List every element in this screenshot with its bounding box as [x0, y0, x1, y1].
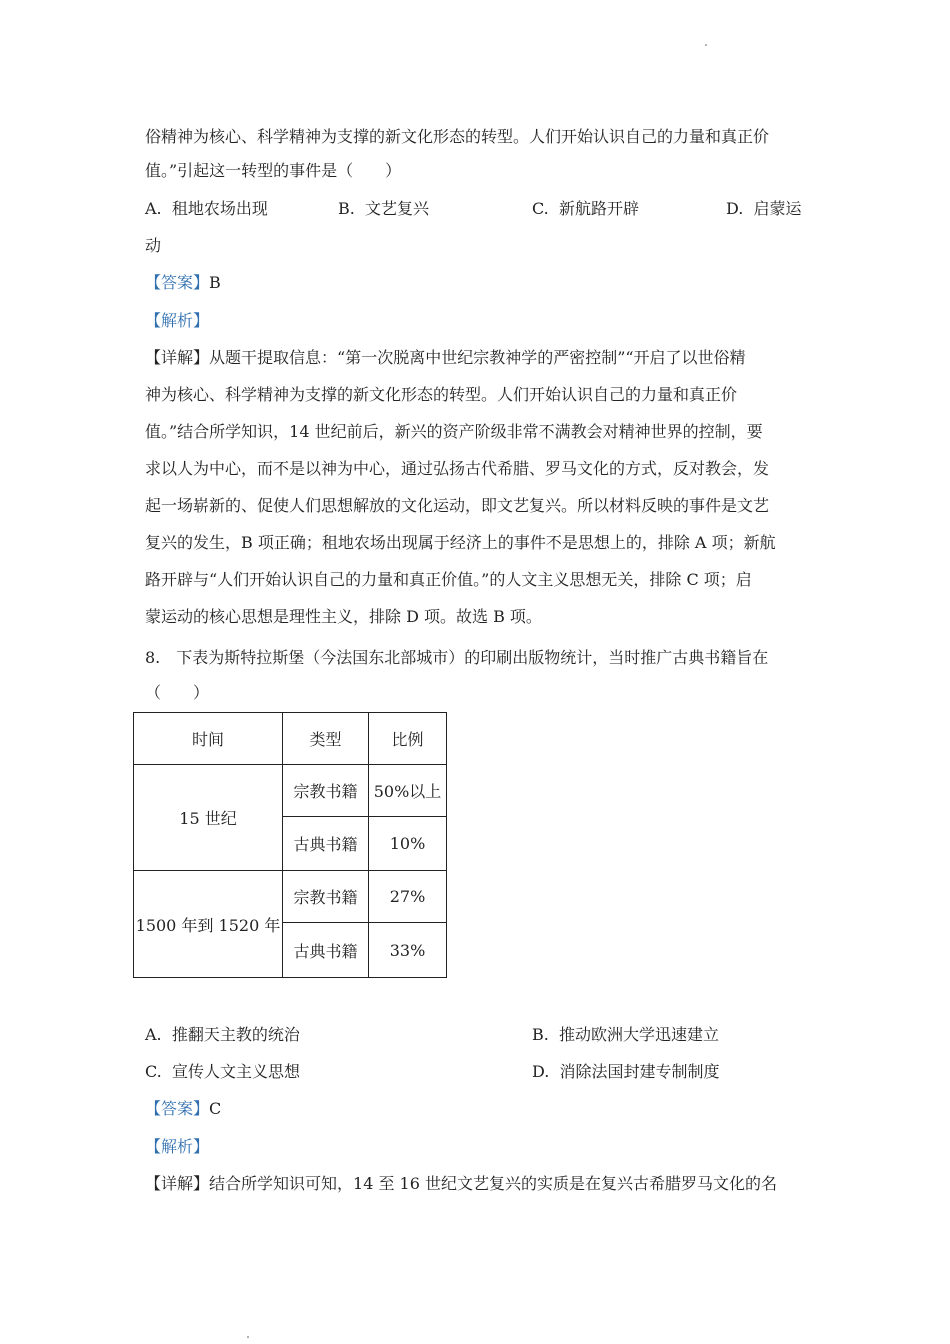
table-type-cell: 宗教书籍 [283, 871, 369, 923]
q7-detail-line: 蒙运动的核心思想是理性主义，排除 D 项。故选 B 项。 [145, 607, 542, 626]
q8-stem-line: （ ） [145, 683, 210, 702]
q7-analysis-tag: 【解析】 [145, 311, 210, 330]
table-ratio-cell: 27% [369, 871, 447, 923]
q7-option-a[interactable]: A. 租地农场出现 [145, 199, 268, 218]
detail-tag: 【详解】 [145, 1174, 210, 1193]
q7-answer [145, 272, 221, 294]
answer-value: C [209, 1099, 222, 1118]
page-speck-top [705, 44, 707, 46]
q7-detail-line: 起一场崭新的、促使人们思想解放的文化运动，即文艺复兴。所以材料反映的事件是文艺 [145, 496, 770, 515]
table-type-cell: 古典书籍 [283, 923, 369, 978]
q7-option-d-wrap: 动 [145, 236, 162, 255]
page-speck-bottom [247, 1336, 249, 1338]
q7-stem-line: 俗精神为核心、科学精神为支撑的新文化形态的转型。人们开始认识自己的力量和真正价 [145, 127, 770, 146]
q7-option-b[interactable]: B. 文艺复兴 [338, 199, 430, 218]
q7-detail-line: 复兴的发生，B 项正确；租地农场出现属于经济上的事件不是思想上的，排除 A 项；新航 [145, 533, 776, 552]
table-period-cell: 15 世纪 [134, 765, 283, 871]
q8-option-a[interactable]: A. 推翻天主教的统治 [145, 1025, 300, 1044]
q7-option-c[interactable]: C. 新航路开辟 [532, 199, 639, 218]
q8-option-d[interactable]: D. 消除法国封建专制制度 [532, 1062, 720, 1081]
printing-statistics-table [133, 712, 447, 978]
table-header-cell: 类型 [283, 713, 369, 765]
answer-tag: 【答案】 [145, 1099, 210, 1118]
q8-stem-line: 8. 下表为斯特拉斯堡（今法国东北部城市）的印刷出版物统计，当时推广古典书籍旨在 [145, 648, 769, 667]
detail-tag: 【详解】 [145, 348, 210, 367]
q8-answer [145, 1098, 221, 1120]
q7-stem-line: 值。”引起这一转型的事件是（ ） [145, 161, 402, 180]
q7-detail-line: 【详解】从题干提取信息：“第一次脱离中世纪宗教神学的严密控制”“开启了以世俗精 [145, 348, 746, 367]
table-header-cell: 比例 [369, 713, 447, 765]
table-header-cell: 时间 [134, 713, 283, 765]
table-period-cell: 1500 年到 1520 年 [134, 871, 283, 978]
q7-detail-line: 值。”结合所学知识，14 世纪前后，新兴的资产阶级非常不满教会对精神世界的控制，要 [145, 422, 763, 441]
table-row [134, 871, 447, 923]
answer-value: B [209, 273, 221, 292]
q7-detail-line: 求以人为中心，而不是以神为中心，通过弘扬古代希腊、罗马文化的方式，反对教会，发 [145, 459, 770, 478]
q7-option-d[interactable]: D. 启蒙运 [726, 199, 802, 218]
q7-detail-line: 路开辟与“人们开始认识自己的力量和真正价值。”的人文主义思想无关，排除 C 项；启 [145, 570, 752, 589]
table-header-row [134, 713, 447, 765]
table-ratio-cell: 10% [369, 817, 447, 871]
q8-detail-line: 【详解】结合所学知识可知，14 至 16 世纪文艺复兴的实质是在复兴古希腊罗马文化的名 [145, 1174, 777, 1193]
table-row [134, 765, 447, 817]
q8-option-b[interactable]: B. 推动欧洲大学迅速建立 [532, 1025, 720, 1044]
q8-analysis-tag: 【解析】 [145, 1137, 210, 1156]
table-type-cell: 古典书籍 [283, 817, 369, 871]
table-ratio-cell: 33% [369, 923, 447, 978]
q7-detail-line: 神为核心、科学精神为支撑的新文化形态的转型。人们开始认识自己的力量和真正价 [145, 385, 738, 404]
q8-option-c[interactable]: C. 宣传人文主义思想 [145, 1062, 300, 1081]
table-type-cell: 宗教书籍 [283, 765, 369, 817]
answer-tag: 【答案】 [145, 273, 210, 292]
table-ratio-cell: 50%以上 [369, 765, 447, 817]
